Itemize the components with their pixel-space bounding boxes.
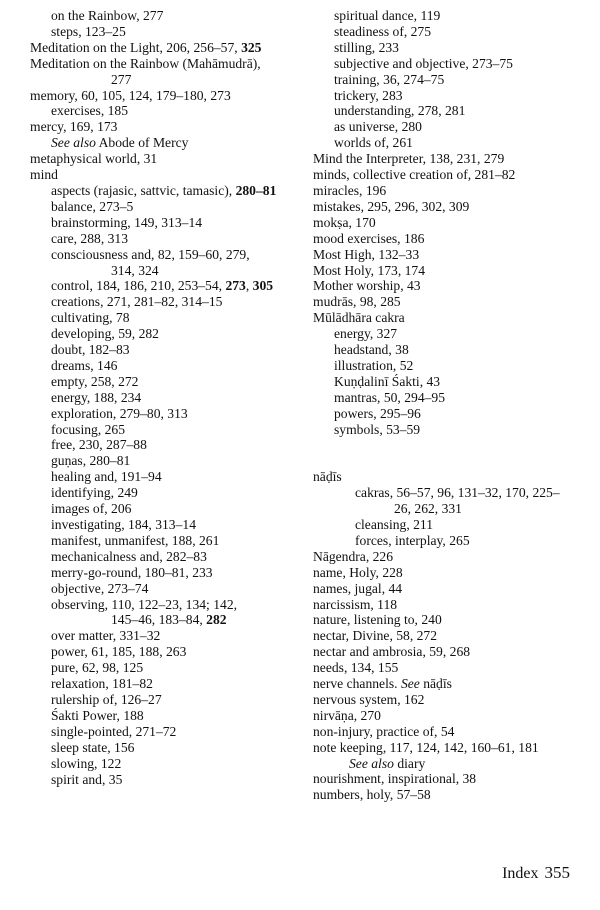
index-entry bbox=[313, 771, 593, 787]
entry-text: brainstorming, 149, 313–14 bbox=[51, 214, 203, 230]
index-subentry bbox=[30, 597, 300, 613]
index-subentry bbox=[30, 708, 300, 724]
index-subentry bbox=[30, 756, 300, 772]
entry-text: 314, 324 bbox=[111, 262, 159, 278]
index-subentry bbox=[313, 40, 593, 56]
entry-text: diary bbox=[393, 755, 426, 771]
index-entry bbox=[313, 692, 593, 708]
entry-text: steadiness of, 275 bbox=[334, 23, 432, 39]
entry-text: Mind the Interpreter, 138, 231, 279 bbox=[313, 151, 505, 167]
entry-text: free, 230, 287–88 bbox=[51, 437, 147, 453]
index-subentry bbox=[30, 565, 300, 581]
index-subentry bbox=[30, 644, 300, 660]
index-subentry bbox=[30, 294, 300, 310]
entry-text: needs, 134, 155 bbox=[313, 660, 399, 676]
entry-text: objective, 273–74 bbox=[51, 580, 149, 596]
index-entry bbox=[313, 740, 593, 756]
entry-text: cakras, 56–57, 96, 131–32, 170, 225– bbox=[355, 485, 560, 501]
entry-text: Abode of Mercy bbox=[95, 135, 189, 151]
bold-page-ref: 282 bbox=[206, 612, 227, 628]
index-entry bbox=[313, 549, 593, 565]
entry-text: over matter, 331–32 bbox=[51, 628, 161, 644]
entry-text: Mūlādhāra cakra bbox=[313, 310, 405, 326]
entry-text: miracles, 196 bbox=[313, 182, 387, 198]
entry-text: energy, 327 bbox=[334, 326, 398, 342]
spacer bbox=[313, 453, 593, 469]
index-subentry bbox=[313, 56, 593, 72]
index-entry bbox=[30, 56, 300, 72]
index-subentry bbox=[30, 501, 300, 517]
index-subentry bbox=[313, 501, 593, 517]
entry-text: cleansing, 211 bbox=[355, 516, 434, 532]
index-entry bbox=[313, 167, 593, 183]
entry-text: numbers, holy, 57–58 bbox=[313, 787, 431, 803]
index-entry bbox=[313, 151, 593, 167]
entry-text: 145–46, 183–84, bbox=[111, 612, 207, 628]
entry-text: stilling, 233 bbox=[334, 39, 399, 55]
entry-text: names, jugal, 44 bbox=[313, 580, 403, 596]
index-subentry bbox=[30, 772, 300, 788]
entry-text: care, 288, 313 bbox=[51, 230, 129, 246]
entry-text: nectar and ambrosia, 59, 268 bbox=[313, 644, 471, 660]
index-subentry bbox=[313, 103, 593, 119]
index-subentry bbox=[313, 88, 593, 104]
entry-text: steps, 123–25 bbox=[51, 23, 126, 39]
entry-text: developing, 59, 282 bbox=[51, 326, 159, 342]
index-subentry bbox=[30, 24, 300, 40]
entry-text: trickery, 283 bbox=[334, 87, 403, 103]
index-subentry bbox=[30, 517, 300, 533]
index-subentry bbox=[30, 660, 300, 676]
entry-text: mercy, 169, 173 bbox=[30, 119, 118, 135]
index-subentry bbox=[30, 215, 300, 231]
entry-text: consciousness and, 82, 159–60, 279, bbox=[51, 246, 250, 262]
index-entry bbox=[313, 215, 593, 231]
index-subentry bbox=[30, 406, 300, 422]
entry-text: mind bbox=[30, 167, 58, 183]
entry-text: Nāgendra, 226 bbox=[313, 548, 394, 564]
footer-label: Index bbox=[502, 865, 539, 882]
index-subentry bbox=[30, 612, 300, 628]
entry-text: non-injury, practice of, 54 bbox=[313, 723, 455, 739]
entry-text: minds, collective creation of, 281–82 bbox=[313, 167, 516, 183]
index-subentry bbox=[30, 199, 300, 215]
index-entry bbox=[313, 294, 593, 310]
entry-text: cultivating, 78 bbox=[51, 310, 130, 326]
entry-text: worlds of, 261 bbox=[334, 135, 413, 151]
entry-text: exercises, 185 bbox=[51, 103, 129, 119]
index-column-right bbox=[313, 8, 593, 803]
index-subentry bbox=[30, 692, 300, 708]
entry-text: Meditation on the Rainbow (Mahāmudrā), bbox=[30, 55, 261, 71]
entry-text: on the Rainbow, 277 bbox=[51, 8, 164, 23]
spacer bbox=[313, 437, 593, 453]
entry-text: nature, listening to, 240 bbox=[313, 612, 442, 628]
entry-text: exploration, 279–80, 313 bbox=[51, 405, 188, 421]
entry-text: nāḍīs bbox=[313, 469, 342, 485]
entry-text: sleep state, 156 bbox=[51, 739, 135, 755]
entry-text: , bbox=[245, 278, 253, 294]
entry-text: Most Holy, 173, 174 bbox=[313, 262, 426, 278]
entry-text: relaxation, 181–82 bbox=[51, 676, 153, 692]
index-subentry bbox=[30, 8, 300, 24]
index-subentry bbox=[30, 326, 300, 342]
entry-text: headstand, 38 bbox=[334, 342, 409, 358]
index-entry bbox=[313, 660, 593, 676]
entry-text: illustration, 52 bbox=[334, 357, 414, 373]
entry-text: Kuṇḍalinī Śakti, 43 bbox=[334, 373, 441, 389]
entry-text: merry-go-round, 180–81, 233 bbox=[51, 564, 213, 580]
index-subentry bbox=[313, 374, 593, 390]
index-entry bbox=[313, 263, 593, 279]
index-subentry bbox=[313, 756, 593, 772]
bold-page-ref: 325 bbox=[241, 39, 262, 55]
entry-text: narcissism, 118 bbox=[313, 596, 398, 612]
index-entry bbox=[313, 644, 593, 660]
index-subentry bbox=[30, 740, 300, 756]
index-subentry bbox=[30, 390, 300, 406]
index-subentry bbox=[30, 103, 300, 119]
entry-text: nervous system, 162 bbox=[313, 691, 425, 707]
index-entry bbox=[313, 469, 593, 485]
entry-text: doubt, 182–83 bbox=[51, 342, 130, 358]
entry-text: training, 36, 274–75 bbox=[334, 71, 445, 87]
entry-text: empty, 258, 272 bbox=[51, 373, 139, 389]
bold-page-ref: 280–81 bbox=[235, 182, 277, 198]
index-subentry bbox=[30, 358, 300, 374]
entry-text: powers, 295–96 bbox=[334, 405, 421, 421]
index-subentry bbox=[313, 135, 593, 151]
entry-text: mantras, 50, 294–95 bbox=[334, 389, 446, 405]
entry-text: nerve channels. bbox=[313, 676, 401, 692]
entry-text: healing and, 191–94 bbox=[51, 469, 162, 485]
entry-text: energy, 188, 234 bbox=[51, 389, 142, 405]
entry-text: balance, 273–5 bbox=[51, 198, 134, 214]
index-entry bbox=[313, 628, 593, 644]
entry-text: power, 61, 185, 188, 263 bbox=[51, 644, 187, 660]
entry-text: Mother worship, 43 bbox=[313, 278, 421, 294]
index-entry bbox=[313, 183, 593, 199]
entry-text: forces, interplay, 265 bbox=[355, 532, 470, 548]
entry-text: control, 184, 186, 210, 253–54, bbox=[51, 278, 226, 294]
entry-text: mistakes, 295, 296, 302, 309 bbox=[313, 198, 470, 214]
cross-reference-label: See bbox=[400, 676, 420, 692]
index-entry bbox=[313, 310, 593, 326]
index-subentry bbox=[313, 422, 593, 438]
index-subentry bbox=[313, 390, 593, 406]
entry-text: guṇas, 280–81 bbox=[51, 453, 131, 469]
page-number: 355 bbox=[544, 863, 570, 882]
entry-text: identifying, 249 bbox=[51, 485, 138, 501]
entry-text: as universe, 280 bbox=[334, 119, 422, 135]
entry-text: symbols, 53–59 bbox=[334, 421, 421, 437]
entry-text: 26, 262, 331 bbox=[394, 501, 462, 517]
entry-text: spirit and, 35 bbox=[51, 771, 123, 787]
index-entry bbox=[313, 724, 593, 740]
index-subentry bbox=[30, 231, 300, 247]
entry-text: Most High, 132–33 bbox=[313, 246, 420, 262]
index-subentry bbox=[30, 374, 300, 390]
entry-text: focusing, 265 bbox=[51, 421, 126, 437]
index-subentry bbox=[313, 8, 593, 24]
entry-text: mudrās, 98, 285 bbox=[313, 294, 401, 310]
index-subentry bbox=[313, 358, 593, 374]
index-subentry bbox=[30, 278, 300, 294]
index-subentry bbox=[313, 517, 593, 533]
entry-text: mechanicalness and, 282–83 bbox=[51, 548, 207, 564]
bold-page-ref: 305 bbox=[252, 278, 274, 294]
entry-text: nāḍīs bbox=[419, 676, 452, 692]
entry-text: observing, 110, 122–23, 134; 142, bbox=[51, 596, 238, 612]
entry-text: dreams, 146 bbox=[51, 357, 118, 373]
entry-text: 277 bbox=[111, 71, 132, 87]
index-subentry bbox=[30, 183, 300, 199]
index-subentry bbox=[313, 24, 593, 40]
entry-text: rulership of, 126–27 bbox=[51, 691, 162, 707]
index-entry bbox=[30, 40, 300, 56]
entry-text: mokṣa, 170 bbox=[313, 214, 376, 230]
index-subentry bbox=[30, 263, 300, 279]
index-subentry bbox=[30, 676, 300, 692]
index-entry bbox=[313, 199, 593, 215]
index-entry bbox=[313, 612, 593, 628]
index-subentry bbox=[313, 119, 593, 135]
index-subentry bbox=[313, 533, 593, 549]
index-subentry bbox=[30, 533, 300, 549]
index-subentry bbox=[30, 628, 300, 644]
entry-text: spiritual dance, 119 bbox=[334, 8, 441, 23]
entry-text: note keeping, 117, 124, 142, 160–61, 181 bbox=[313, 739, 539, 755]
index-subentry bbox=[313, 485, 593, 501]
entry-text: images of, 206 bbox=[51, 501, 132, 517]
index-subentry bbox=[30, 485, 300, 501]
index-entry bbox=[30, 151, 300, 167]
index-subentry bbox=[313, 72, 593, 88]
entry-text: slowing, 122 bbox=[51, 755, 122, 771]
index-subentry bbox=[313, 406, 593, 422]
index-subentry bbox=[30, 342, 300, 358]
entry-text: creations, 271, 281–82, 314–15 bbox=[51, 294, 223, 310]
index-entry bbox=[30, 88, 300, 104]
index-entry bbox=[313, 597, 593, 613]
index-entry bbox=[313, 278, 593, 294]
entry-text: manifest, unmanifest, 188, 261 bbox=[51, 532, 220, 548]
entry-text: understanding, 278, 281 bbox=[334, 103, 466, 119]
bold-page-ref: 273 bbox=[225, 278, 246, 294]
index-subentry bbox=[30, 724, 300, 740]
cross-reference-label: See also bbox=[349, 755, 394, 771]
index-subentry bbox=[30, 72, 300, 88]
index-entry bbox=[313, 247, 593, 263]
index-entry bbox=[313, 676, 593, 692]
index-subentry bbox=[30, 453, 300, 469]
entry-text: memory, 60, 105, 124, 179–180, 273 bbox=[30, 87, 231, 103]
index-entry bbox=[30, 167, 300, 183]
index-entry bbox=[313, 231, 593, 247]
entry-text: nirvāṇa, 270 bbox=[313, 707, 381, 723]
entry-text: mood exercises, 186 bbox=[313, 230, 425, 246]
index-subentry bbox=[30, 437, 300, 453]
index-subentry bbox=[30, 135, 300, 151]
entry-text: name, Holy, 228 bbox=[313, 564, 403, 580]
entry-text: single-pointed, 271–72 bbox=[51, 723, 177, 739]
entry-text: pure, 62, 98, 125 bbox=[51, 660, 144, 676]
entry-text: nourishment, inspirational, 38 bbox=[313, 771, 477, 787]
entry-text: subjective and objective, 273–75 bbox=[334, 55, 513, 71]
entry-text: metaphysical world, 31 bbox=[30, 151, 158, 167]
page-footer bbox=[502, 863, 570, 883]
entry-text: aspects (rajasic, sattvic, tamasic), bbox=[51, 182, 236, 198]
index-subentry bbox=[313, 326, 593, 342]
entry-text: Meditation on the Light, 206, 256–57, bbox=[30, 39, 242, 55]
index-column-left bbox=[30, 8, 300, 787]
index-entry bbox=[313, 581, 593, 597]
index-subentry bbox=[30, 581, 300, 597]
index-entry bbox=[313, 708, 593, 724]
index-subentry bbox=[30, 310, 300, 326]
entry-text: nectar, Divine, 58, 272 bbox=[313, 628, 438, 644]
index-subentry bbox=[30, 422, 300, 438]
index-entry bbox=[30, 119, 300, 135]
entry-text: investigating, 184, 313–14 bbox=[51, 517, 196, 532]
cross-reference-label: See also bbox=[51, 135, 96, 151]
entry-text: Śakti Power, 188 bbox=[51, 707, 144, 723]
index-subentry bbox=[313, 342, 593, 358]
index-entry bbox=[313, 565, 593, 581]
index-subentry bbox=[30, 549, 300, 565]
index-subentry bbox=[30, 247, 300, 263]
index-entry bbox=[313, 787, 593, 803]
index-subentry bbox=[30, 469, 300, 485]
